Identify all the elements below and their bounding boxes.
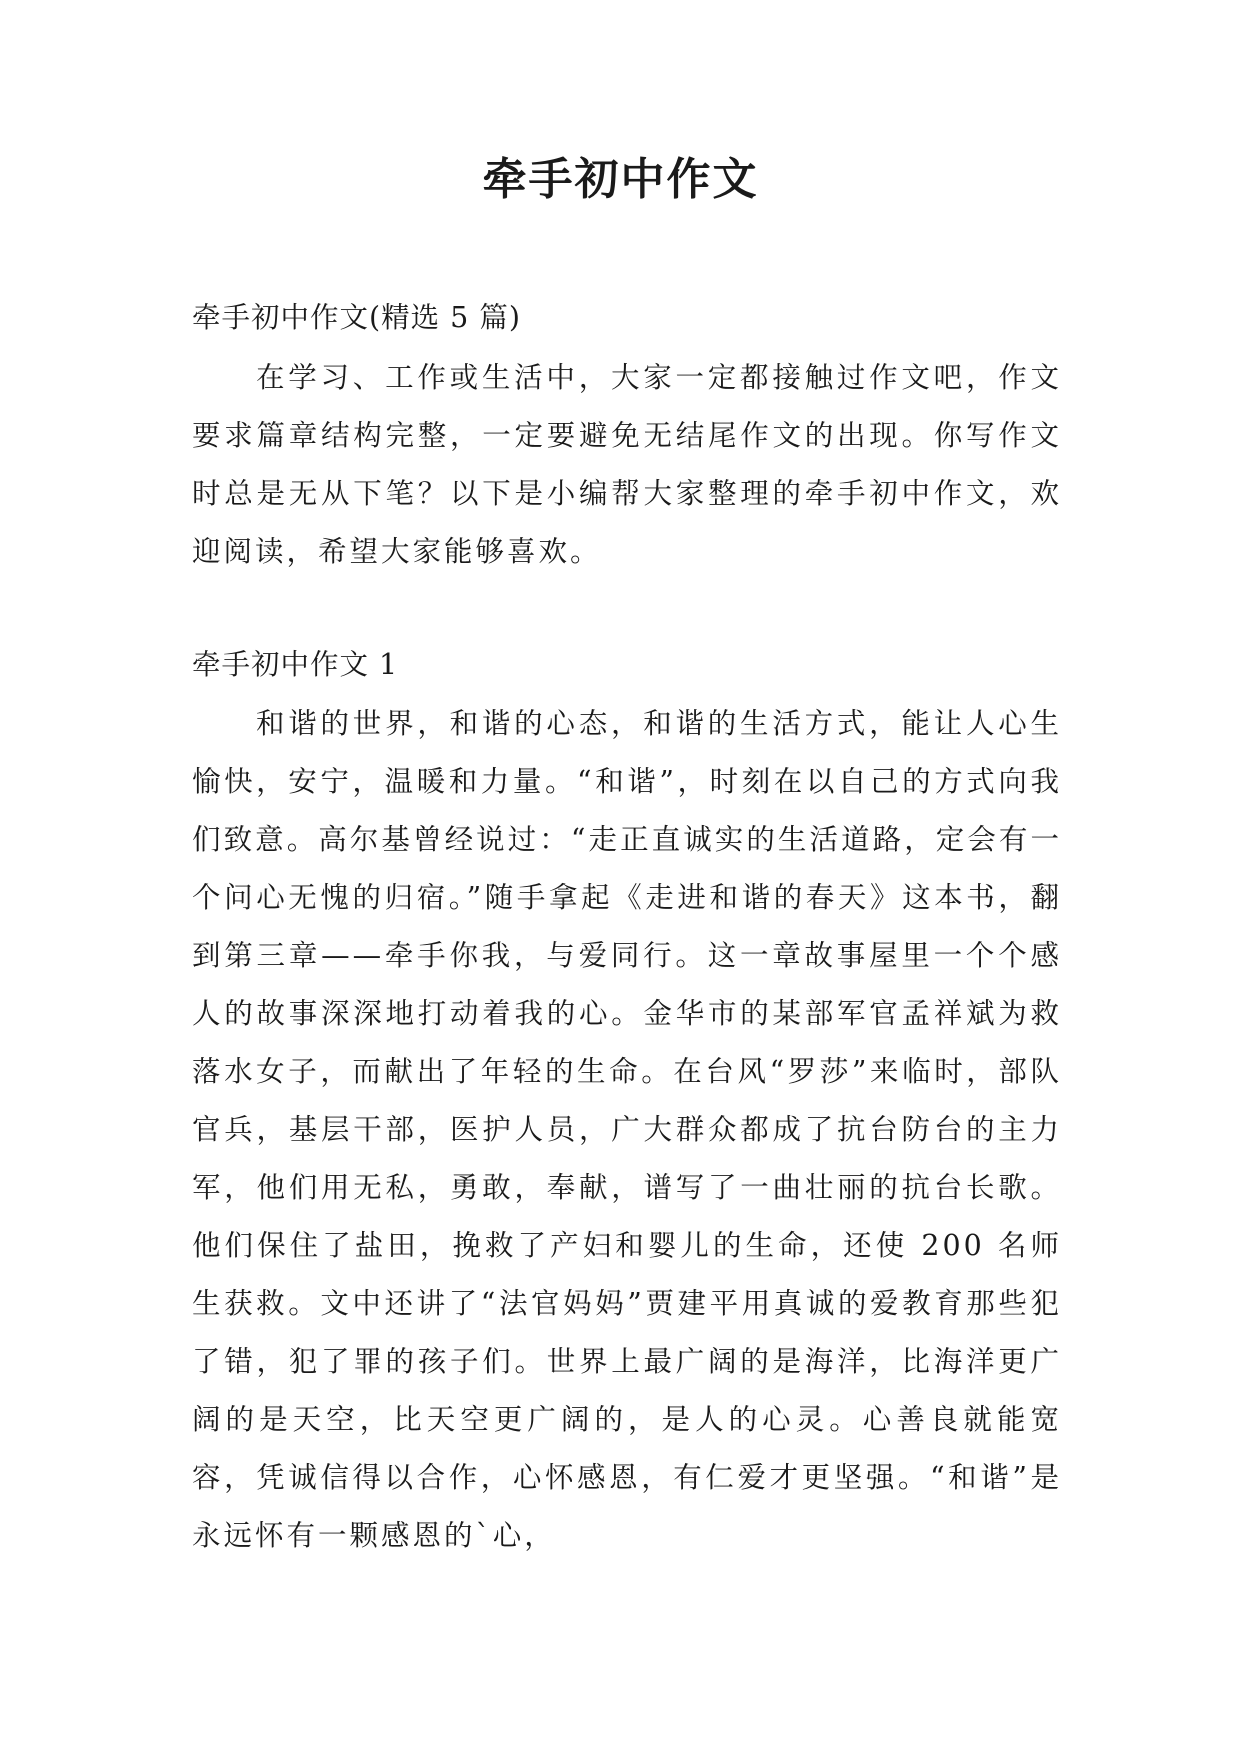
- section-paragraph: 和谐的世界，和谐的心态，和谐的生活方式，能让人心生愉快，安宁，温暖和力量。“和谐”，时刻在以自己的方式向我们致意。高尔基曾经说过：“走正直诚实的生活道路，定会有一个问心无愧的归宿。”随手拿起《走进和谐的春天》这本书，翻到第三章——牵手你我，与爱同行。这一章故事屋里一个个感人的故事深深地打动着我的心。金华市的某部军官孟祥斌为救落水女子，而献出了年轻的生命。在台风“罗莎”来临时，部队官兵，基层干部，医护人员，广大群众都成了抗台防台的主力军，他们用无私，勇敢，奉献，谱写了一曲壮丽的抗台长歌。他们保住了盐田，挽救了产妇和婴儿的生命，还使 200 名师生获救。文中还讲了“法官妈妈”贾建平用真诚的爱教育那些犯了错，犯了罪的孩子们。世界上最广阔的是海洋，比海洋更广阔的是天空，比天空更广阔的，是人的心灵。心善良就能宽容，凭诚信得以合作，心怀感恩，有仁爱才更坚强。“和谐”是永远怀有一颗感恩的`心，: [192, 707, 1062, 1552]
- document-title: 牵手初中作文: [482, 154, 759, 205]
- intro-paragraph: 在学习、工作或生活中，大家一定都接触过作文吧，作文要求篇章结构完整，一定要避免无结尾作文的出现。你写作文时总是无从下笔？以下是小编帮大家整理的牵手初中作文，欢迎阅读，希望大家能够喜欢。: [192, 361, 1062, 568]
- document-subtitle: 牵手初中作文(精选 5 篇): [192, 301, 521, 334]
- section-heading: 牵手初中作文 1: [192, 648, 399, 681]
